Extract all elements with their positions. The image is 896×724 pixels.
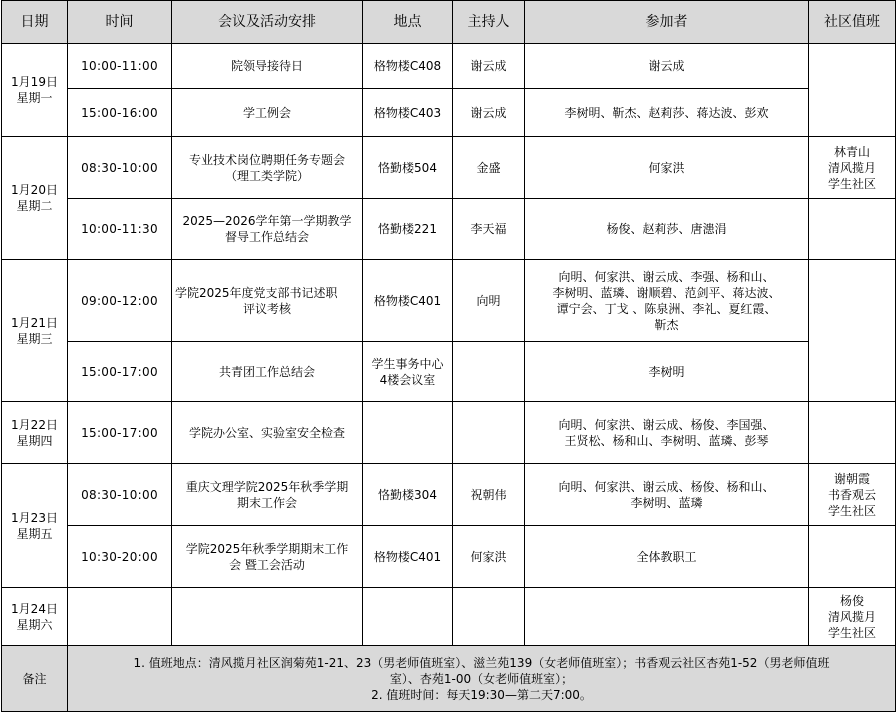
host-cell: 金盛 [453, 137, 525, 199]
duty-cell [809, 137, 896, 199]
notes-row [2, 646, 896, 712]
table-row [2, 44, 896, 89]
attendees-line: 向明、何家洪、谢云成、杨俊、杨和山、 [558, 479, 775, 494]
location-line: 格物楼C408 [373, 59, 442, 73]
host-cell: 祝朝伟 [453, 464, 525, 526]
attendees-line: 向明、何家洪、谢云成、李强、杨和山、 [558, 269, 775, 284]
time-cell [68, 588, 172, 646]
notes-line: 室）、杏苑1-00（女老师值班室）； [389, 671, 574, 686]
table-row [2, 526, 896, 588]
host-cell: 谢云成 [453, 44, 525, 89]
header-event: 会议及活动安排 [172, 1, 363, 44]
event-line: 2025—2026学年第一学期教学 [182, 214, 352, 228]
table-row [2, 199, 896, 260]
day-cell [2, 260, 68, 402]
notes-body [68, 646, 896, 712]
location-cell [363, 44, 453, 89]
header-date: 日期 [2, 1, 68, 44]
attendees-cell [525, 44, 809, 89]
attendees-line: 李树明、蓝璘、谢顺碧、范剑平、蒋达波、 [552, 285, 781, 300]
header-duty: 社区值班 [809, 1, 896, 44]
location-line: 4楼会议室 [379, 372, 436, 387]
attendees-cell [525, 342, 809, 402]
host-cell: 李天福 [453, 199, 525, 260]
event-cell [172, 137, 363, 199]
day-weekday: 星期五 [16, 526, 53, 541]
event-line: 共青团工作总结会 [218, 364, 315, 379]
attendees-cell [525, 588, 809, 646]
event-line: 期末工作会 [236, 495, 297, 510]
day-date: 1月24日 [11, 601, 58, 616]
duty-line: 学生社区 [827, 625, 876, 640]
host-cell [453, 342, 525, 402]
location-line: 恪勤楼304 [378, 487, 437, 502]
location-line: 格物楼C401 [373, 293, 442, 308]
event-line: 重庆文理学院2025年秋季学期 [185, 479, 349, 494]
day-cell [2, 44, 68, 137]
time-cell: 08:30-10:00 [68, 464, 172, 526]
time-cell: 15:00-17:00 [68, 342, 172, 402]
location-cell [363, 199, 453, 260]
attendees-line: 向明、何家洪、谢云成、杨俊、李国强、 [558, 417, 775, 432]
attendees-line: 谭宁会、丁戈 、陈泉洲、李礼、夏红霞、 [556, 301, 777, 316]
day-date: 1月22日 [11, 417, 58, 432]
location-cell [363, 260, 453, 342]
duty-line: 谢朝霞 [833, 471, 870, 486]
duty-cell [809, 199, 896, 260]
location-cell [363, 137, 453, 199]
location-cell [363, 464, 453, 526]
duty-cell [809, 260, 896, 402]
attendees-line: 何家洪 [648, 160, 685, 175]
attendees-cell [525, 137, 809, 199]
event-line: 专业技术岗位聘期任务专题会 [188, 152, 345, 167]
schedule-table [1, 0, 896, 712]
duty-cell [809, 44, 896, 137]
time-cell: 10:00-11:30 [68, 199, 172, 260]
host-cell: 何家洪 [453, 526, 525, 588]
duty-cell [809, 402, 896, 464]
event-line: 学院2025年秋季学期期末工作 [185, 541, 349, 556]
event-cell [172, 342, 363, 402]
attendees-line: 李树明、靳杰、赵莉莎、蒋达波、彭欢 [564, 105, 769, 120]
day-weekday: 星期三 [16, 331, 53, 346]
location-cell [363, 89, 453, 137]
day-cell [2, 464, 68, 588]
event-line: 学工例会 [242, 105, 291, 120]
location-line: 格物楼C401 [373, 549, 442, 564]
duty-cell [809, 588, 896, 646]
event-line: 学院办公室、实验室安全检查 [188, 425, 345, 440]
location-cell [363, 588, 453, 646]
location-line: 恪勤楼221 [378, 222, 437, 236]
event-line: 会 暨工会活动 [229, 557, 305, 572]
location-cell [363, 402, 453, 464]
attendees-line: 靳杰 [654, 317, 679, 332]
table-row [2, 402, 896, 464]
attendees-cell [525, 199, 809, 260]
day-cell [2, 588, 68, 646]
table-row [2, 89, 896, 137]
event-line: 督导工作总结会 [224, 230, 309, 244]
day-cell [2, 137, 68, 260]
attendees-cell [525, 89, 809, 137]
attendees-line: 王贤松、杨和山、李树明、蓝璘、彭琴 [564, 433, 769, 448]
duty-line: 书香观云 [827, 487, 876, 502]
time-cell: 15:00-16:00 [68, 89, 172, 137]
time-cell: 15:00-17:00 [68, 402, 172, 464]
duty-line: 杨俊 [839, 593, 864, 608]
time-cell: 10:00-11:00 [68, 44, 172, 89]
day-date: 1月19日 [11, 75, 58, 89]
table-row [2, 260, 896, 342]
attendees-line: 李树明、蓝璘 [630, 495, 703, 510]
duty-cell [809, 526, 896, 588]
event-cell [172, 588, 363, 646]
table-row [2, 137, 896, 199]
host-cell: 向明 [453, 260, 525, 342]
duty-line: 清风揽月 [827, 609, 876, 624]
header-attendees: 参加者 [525, 1, 809, 44]
duty-line: 学生社区 [827, 503, 876, 518]
header-row [2, 1, 896, 44]
header-location: 地点 [363, 1, 453, 44]
time-cell: 09:00-12:00 [68, 260, 172, 342]
attendees-cell [525, 464, 809, 526]
time-cell: 08:30-10:00 [68, 137, 172, 199]
duty-line: 清风揽月 [827, 160, 876, 175]
time-cell: 10:30-20:00 [68, 526, 172, 588]
event-line: 院领导接待日 [230, 59, 303, 73]
table-row [2, 588, 896, 646]
day-weekday: 星期四 [16, 433, 53, 448]
attendees-line: 全体教职工 [636, 549, 697, 564]
duty-cell [809, 464, 896, 526]
host-cell [453, 588, 525, 646]
event-cell [172, 89, 363, 137]
day-weekday: 星期二 [16, 199, 53, 213]
location-line: 学生事务中心 [371, 356, 444, 371]
location-line: 恪勤楼504 [378, 160, 437, 175]
table-row [2, 464, 896, 526]
location-cell [363, 526, 453, 588]
attendees-line: 杨俊、赵莉莎、唐漶涓 [606, 222, 727, 236]
notes-line: 2. 值班时间：每天19:30—第二天7:00。 [371, 687, 592, 702]
attendees-line: 谢云成 [648, 59, 685, 73]
duty-line: 林青山 [833, 144, 870, 159]
attendees-cell [525, 402, 809, 464]
table-row [2, 342, 896, 402]
header-host: 主持人 [453, 1, 525, 44]
event-cell [172, 260, 363, 342]
notes-label: 备注 [2, 646, 68, 712]
host-cell: 谢云成 [453, 89, 525, 137]
event-cell [172, 464, 363, 526]
event-line: 学院2025年度党支部书记述职 [175, 285, 338, 300]
day-date: 1月23日 [11, 510, 58, 525]
event-cell [172, 526, 363, 588]
day-weekday: 星期一 [16, 91, 53, 105]
notes-line: 1. 值班地点：清风揽月社区润菊苑1-21、23（男老师值班室）、滋兰苑139（女老师值班室）；书香观云社区杏苑1-52（男老师值班 [133, 655, 830, 670]
attendees-line: 李树明 [648, 364, 685, 379]
event-cell [172, 402, 363, 464]
host-cell [453, 402, 525, 464]
duty-line: 学生社区 [827, 176, 876, 191]
event-line: （理工类学院） [224, 168, 309, 183]
attendees-cell [525, 260, 809, 342]
event-line: 评议考核 [242, 301, 291, 316]
header-time: 时间 [68, 1, 172, 44]
day-date: 1月20日 [11, 183, 58, 197]
location-cell [363, 342, 453, 402]
event-cell [172, 199, 363, 260]
day-weekday: 星期六 [16, 617, 53, 632]
location-line: 格物楼C403 [373, 105, 442, 120]
attendees-cell [525, 526, 809, 588]
day-date: 1月21日 [11, 315, 58, 330]
event-cell [172, 44, 363, 89]
day-cell [2, 402, 68, 464]
